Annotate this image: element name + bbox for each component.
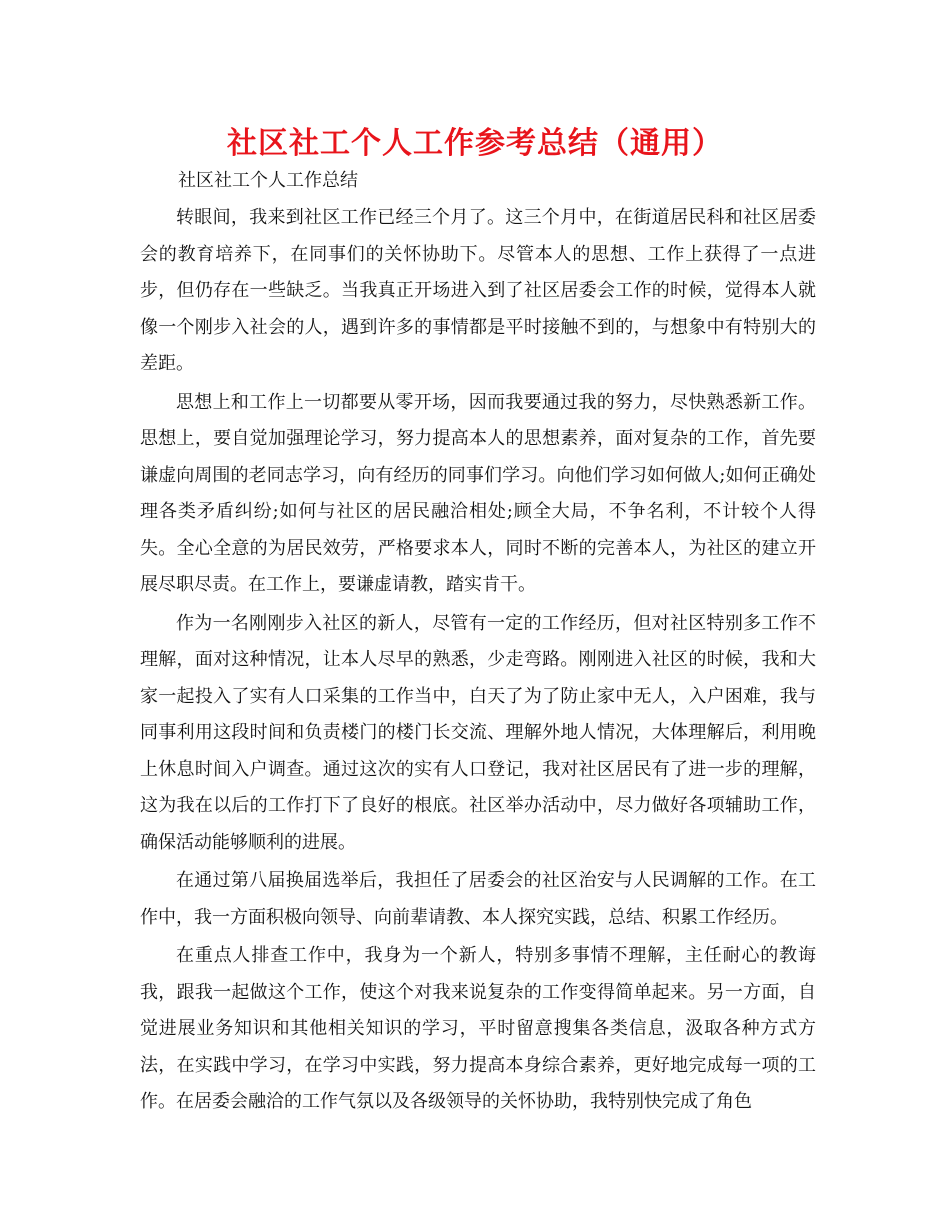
- document-body: [140, 200, 816, 1123]
- paragraph-4: 在通过第八届换届选举后，我担任了居委会的社区治安与人民调解的工作。在工作中，我一方面积极向领导、向前辈请教、本人探究实践，总结、积累工作经历。: [140, 870, 816, 928]
- paragraph-1: 转眼间，我来到社区工作已经三个月了。这三个月中，在街道居民科和社区居委会的教育培养下，在同事们的关怀协助下。尽管本人的思想、工作上获得了一点进步，但仍存在一些缺乏。当我真正开场进入到了社区居委会工作的时候，觉得本人就像一个刚步入社会的人，遇到许多的事情都是平时接触不到的，与想象中有特别大的差距。: [140, 207, 816, 374]
- document-title: 社区社工个人工作参考总结（通用）: [227, 126, 723, 161]
- paragraph-3: 作为一名刚刚步入社区的新人，尽管有一定的工作经历，但对社区特别多工作不理解，面对这种情况，让本人尽早的熟悉，少走弯路。刚刚进入社区的时候，我和大家一起投入了实有人口采集的工作当中，白天了为了防止家中无人，入户困难，我与同事利用这段时间和负责楼门的楼门长交流、理解外地人情况，大体理解后，利用晚上休息时间入户调查。通过这次的实有人口登记，我对社区居民有了进一步的理解，这为我在以后的工作打下了良好的根底。社区举办活动中，尽力做好各项辅助工作，确保活动能够顺利的进展。: [140, 612, 816, 853]
- document-subtitle: 社区社工个人工作总结: [178, 170, 358, 191]
- paragraph-2: 思想上和工作上一切都要从零开场，因而我要通过我的努力，尽快熟悉新工作。思想上，要自觉加强理论学习，努力提高本人的思想素养，面对复杂的工作，首先要谦虚向周围的老同志学习，向有经历的同事们学习。向他们学习如何做人;如何正确处理各类矛盾纠纷;如何与社区的居民融洽相处;顾全大局，不争名利，不计较个人得失。全心全意的为居民效劳，严格要求本人，同时不断的完善本人，为社区的建立开展尽职尽责。在工作上，要谦虚请教，踏实肯干。: [140, 391, 816, 595]
- paragraph-5: 在重点人排查工作中，我身为一个新人，特别多事情不理解，主任耐心的教诲我，跟我一起做这个工作，使这个对我来说复杂的工作变得简单起来。另一方面，自觉进展业务知识和其他相关知识的学习，平时留意搜集各类信息，汲取各种方式方法，在实践中学习，在学习中实践，努力提高本身综合素养，更好地完成每一项的工作。在居委会融洽的工作气氛以及各级领导的关怀协助，我特别快完成了角色: [140, 945, 816, 1112]
